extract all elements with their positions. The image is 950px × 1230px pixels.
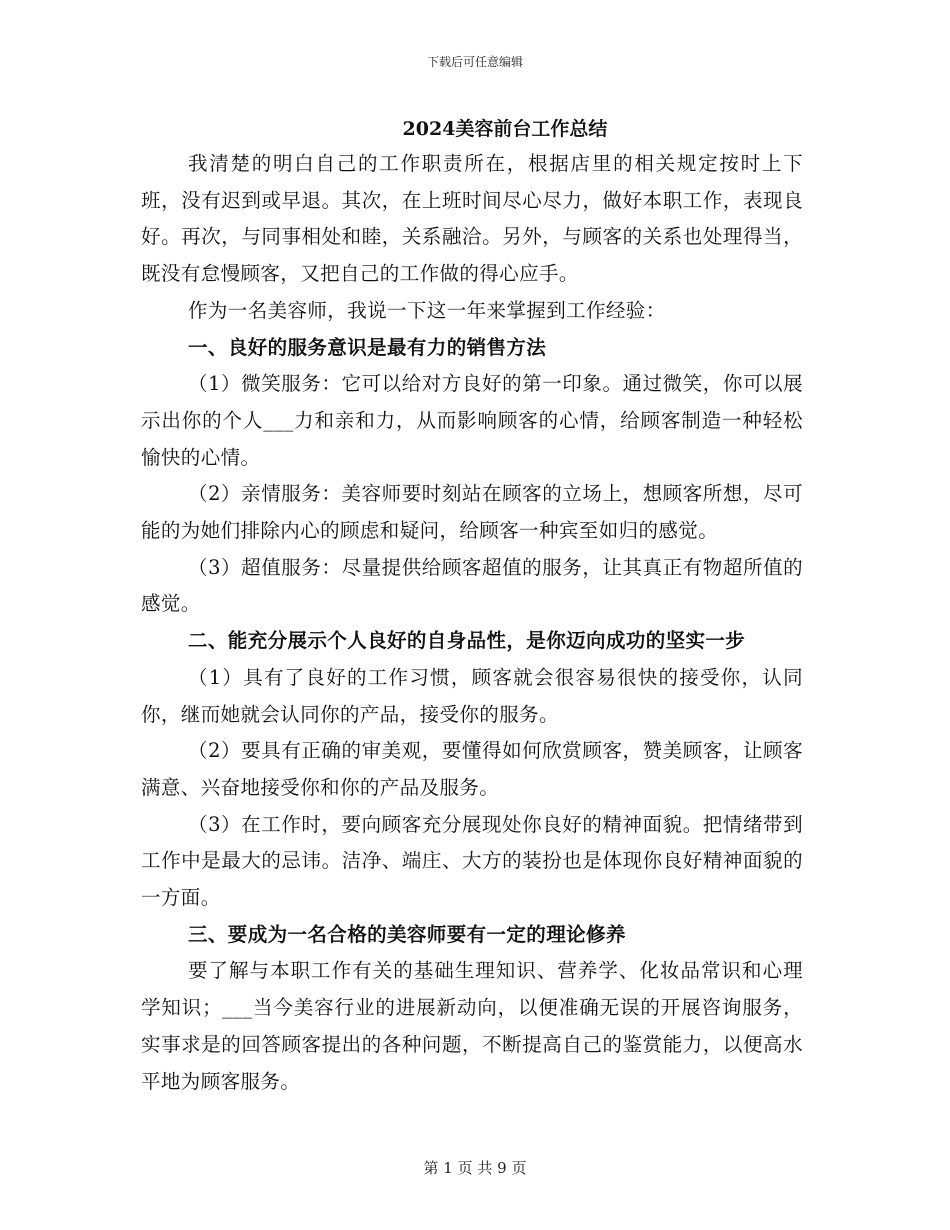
section-heading-1: 一、良好的服务意识是最有力的销售方法 bbox=[188, 335, 547, 359]
paragraph-theory: 要了解与本职工作有关的基础生理知识、营养学、化妆品常识和心理学知识；___当今美容行业的进展新动向，以便准确无误的开展咨询服务，实事求是的回答顾客提出的各种问题，不断提高自己的鉴赏能力，以便高水平地为顾客服务。 bbox=[141, 959, 803, 1093]
paragraph-experience-intro: 作为一名美容师，我说一下这一年来掌握到工作经验： bbox=[188, 298, 666, 322]
paragraph-spirit: （3）在工作时，要向顾客充分展现处你良好的精神面貌。把情绪带到工作中是最大的忌讳。洁净、端庄、大方的装扮也是体现你良好精神面貌的一方面。 bbox=[141, 812, 803, 910]
section-heading-3: 三、要成为一名合格的美容师要有一定的理论修养 bbox=[188, 922, 626, 946]
paragraph-work-habits: （1）具有了良好的工作习惯，顾客就会很容易很快的接受你，认同你，继而她就会认同你的产品，接受你的服务。 bbox=[141, 665, 803, 726]
section-heading-2: 二、能充分展示个人良好的自身品性，是你迈向成功的坚实一步 bbox=[188, 629, 746, 653]
paragraph-affection-service: （2）亲情服务：美容师要时刻站在顾客的立场上，想顾客所想，尽可能的为她们排除内心的顾虑和疑问，给顾客一种宾至如归的感觉。 bbox=[141, 482, 803, 543]
paragraph-smile-service: （1）微笑服务：它可以给对方良好的第一印象。通过微笑，你可以展示出你的个人___力和亲和力，从而影响顾客的心情，给顾客制造一种轻松愉快的心情。 bbox=[141, 372, 803, 469]
paragraph-value-service: （3）超值服务：尽量提供给顾客超值的服务，让其真正有物超所值的感觉。 bbox=[141, 555, 803, 616]
page-number: 第 1 页 共 9 页 bbox=[423, 1159, 527, 1177]
document-title: 2024美容前台工作总结 bbox=[402, 118, 608, 140]
paragraph-aesthetics: （2）要具有正确的审美观，要懂得如何欣赏顾客，赞美顾客，让顾客满意、兴奋地接受你和你的产品及服务。 bbox=[141, 739, 803, 799]
document-body bbox=[141, 146, 803, 1100]
header-note: 下载后可任意编辑 bbox=[426, 55, 523, 69]
paragraph-intro: 我清楚的明白自己的工作职责所在，根据店里的相关规定按时上下班，没有迟到或早退。其次，在上班时间尽心尽力，做好本职工作，表现良好。再次，与同事相处和睦，关系融洽。另外，与顾客的关系也处理得当，既没有怠慢顾客，又把自己的工作做的得心应手。 bbox=[141, 152, 803, 286]
